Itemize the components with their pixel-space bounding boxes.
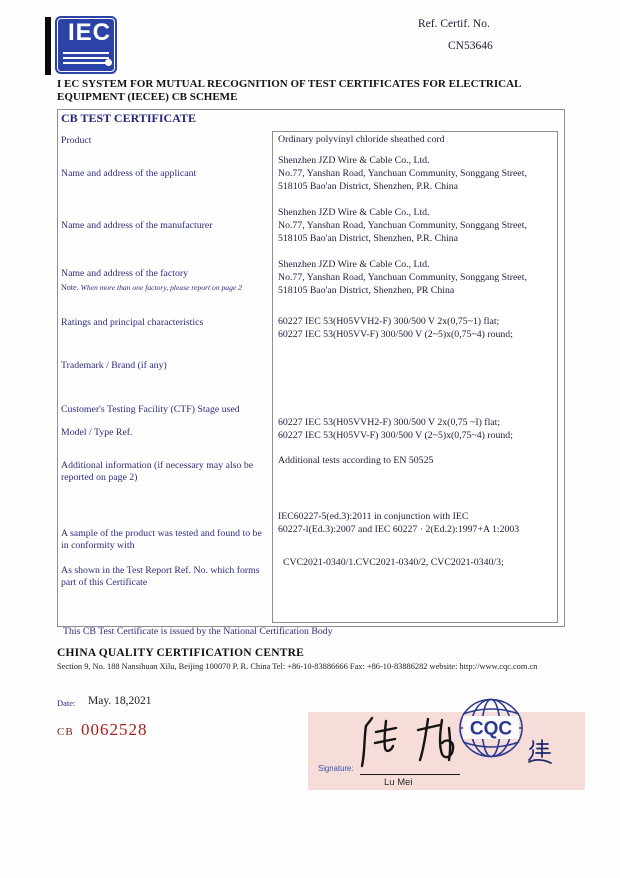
field-label-ratings: Ratings and principal characteristics <box>61 317 204 328</box>
certificate-title: CB TEST CERTIFICATE <box>61 111 196 125</box>
factory-note <box>61 283 271 292</box>
signature-handwriting <box>352 716 470 770</box>
field-value-ratings: 60227 IEC 53(H05VVH2-F) 300/500 V 2x(0,75~1) flat; 60227 IEC 53(H05VV-F) 300/500 V (2~5)x(0,75~4) round; <box>278 316 513 340</box>
cb-number-value: 0062528 <box>81 720 148 739</box>
factory-note-italic: When more than one factory, please report on page 2 <box>80 283 242 292</box>
field-label-ctf-stage: Customer's Testing Facility (CTF) Stage used <box>61 404 240 415</box>
seal-character-jian-icon <box>527 738 553 766</box>
iec-logo-icon <box>45 16 119 76</box>
field-value-applicant: Shenzhen JZD Wire & Cable Co., Ltd. No.77, Yanshan Road, Yanchuan Community, Songgang Street, 518105 Bao'an District, Shenzhen, P.R. China <box>278 155 527 192</box>
factory-note-prefix: Note. <box>61 283 79 292</box>
field-value-additional-info: Additional tests according to EN 50525 <box>278 455 434 466</box>
field-value-test-report: CVC2021-0340/1.CVC2021-0340/2, CVC2021-0340/3; <box>283 557 504 568</box>
signature-line <box>360 774 460 775</box>
field-value-factory: Shenzhen JZD Wire & Cable Co., Ltd. No.77, Yanshan Road, Yanchuan Community, Songgang Street, 518105 Bao'an District, Shenzhen, PR China <box>278 259 527 296</box>
field-value-conformity: IEC60227-5(ed.3):2011 in conjunction with IEC 60227-l(Ed.3):2007 and IEC 60227 · 2(Ed.2):1997+A 1:2003 <box>278 511 520 535</box>
scheme-title: I EC SYSTEM FOR MUTUAL RECOGNITION OF TEST CERTIFICATES FOR ELECTRICAL EQUIPMENT (IECEE) CB SCHEME <box>57 78 521 103</box>
cb-number-prefix: CB <box>57 726 74 738</box>
iec-logo-text: IEC <box>68 19 112 46</box>
field-label-additional-info: Additional information (if necessary may also be reported on page 2) <box>61 460 254 483</box>
field-label-test-report: As shown in the Test Report Ref. No. which forms part of this Certificate <box>61 565 260 588</box>
field-value-model-type: 60227 IEC 53(H05VVH2-F) 300/500 V 2x(0,75 ~I) flat; 60227 IEC 53(H05VV-F) 300/500 V (2~5)x(0,75~4) round; <box>278 417 513 441</box>
certification-body-name: CHINA QUALITY CERTIFICATION CENTRE <box>57 647 304 659</box>
cqc-logo-icon <box>457 696 525 760</box>
field-value-manufacturer: Shenzhen JZD Wire & Cable Co., Ltd. No.77, Yanshan Road, Yanchuan Community, Songgang Street, 518105 Bao'an District, Shenzhen, P.R. China <box>278 207 527 244</box>
signature-printed-name: Lu Mei <box>384 777 413 788</box>
iec-logo-bar <box>45 17 51 75</box>
field-label-conformity: A sample of the product was tested and found to be in conformity with <box>61 528 262 551</box>
field-label-product: Product <box>61 135 92 146</box>
certification-body-address: Section 9, No. 188 Nansihuan Xilu, Beijing 100070 P. R. China Tel: +86-10-83886666 Fax: +86-10-83886282 website: http://www.cqc.com.cn <box>57 662 538 671</box>
field-label-trademark: Trademark / Brand (if any) <box>61 360 167 371</box>
certificate-value-box <box>272 131 558 623</box>
field-label-applicant: Name and address of the applicant <box>61 168 197 179</box>
ref-certif-no-label: Ref. Certif. No. <box>418 18 490 30</box>
cqc-logo-text: CQC <box>469 718 513 740</box>
field-value-product: Ordinary polyvinyl chloride sheathed cord <box>278 134 445 145</box>
iec-logo-lines <box>63 52 109 67</box>
date-label: Date: <box>57 698 76 708</box>
signature-label: Signature: <box>318 764 354 773</box>
field-label-model-type: Model / Type Ref. <box>61 427 133 438</box>
iec-logo-dot <box>105 59 112 66</box>
field-label-factory: Name and address of the factory <box>61 268 189 279</box>
issued-by-note: This CB Test Certificate is issued by the National Certification Body <box>63 626 333 637</box>
field-label-manufacturer: Name and address of the manufacturer <box>61 220 213 231</box>
ref-certif-no-value: CN53646 <box>448 40 493 52</box>
iec-logo-box <box>55 16 117 74</box>
date-value: May. 18,2021 <box>88 695 152 707</box>
